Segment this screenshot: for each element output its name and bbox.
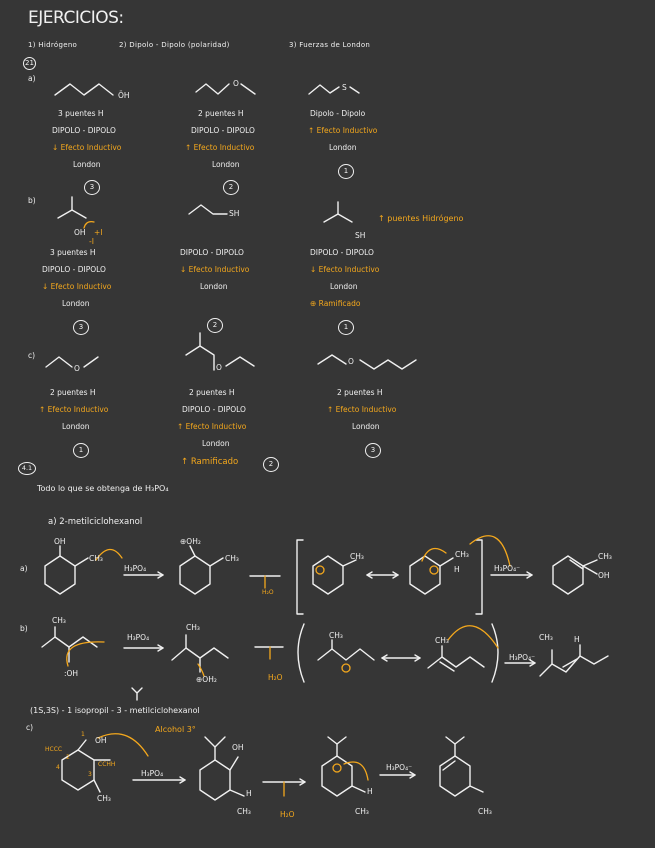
text-line: London [330, 282, 358, 291]
text-line: ↑ Efecto Inductivo [308, 126, 378, 135]
group-label: OH [232, 743, 244, 752]
carbocation-a1 [313, 556, 343, 594]
text-line: DIPOLO - DIPOLO [191, 126, 255, 135]
part-c-label: c) [28, 351, 36, 360]
tertiary-alcohol-note: Alcohol 3° [155, 725, 196, 734]
text-line: 2 puentes H [337, 388, 383, 397]
text-line: DIPOLO - DIPOLO [42, 265, 106, 274]
atom-label: O [216, 363, 222, 372]
water-label: H₂O [262, 589, 274, 596]
atom-label: O [233, 79, 239, 88]
text-line: ↑ Ramificado [181, 457, 239, 467]
atom-label: ÖH [118, 91, 130, 100]
ether-chain-left [196, 84, 229, 94]
group-label: CH₃ [539, 633, 553, 642]
ether-c2-iso [186, 333, 200, 355]
atom-label: OH [74, 228, 86, 237]
group-label: OH [95, 736, 107, 745]
group-label: CH₃ [97, 794, 111, 803]
text-line: 2 puentes H [198, 109, 244, 118]
text-line: London [62, 422, 90, 431]
group-label: CH₃ [186, 623, 200, 632]
exercise-41-badge: 4.1 [18, 462, 36, 475]
rank-badge: 3 [365, 443, 381, 458]
thioether-chain-left [309, 85, 339, 94]
water-label: H₂O [280, 810, 295, 819]
text-line: 3 puentes H [58, 109, 104, 118]
hydrogen-bond-note: ↑ puentes Hidrógeno [378, 214, 464, 223]
group-label: ⊕OH₂ [180, 537, 201, 546]
inductive-note: +I [94, 228, 103, 237]
cyclohexene-c [440, 756, 470, 796]
water-label: H₂O [268, 673, 283, 682]
group-label: ⊕OH₂ [196, 675, 217, 684]
text-line: London [202, 439, 230, 448]
group-label: CH₃ [355, 807, 369, 816]
text-line: DIPOLO - DIPOLO [182, 405, 246, 414]
cyclohexane-a2 [180, 556, 210, 594]
arrow-a3 [470, 536, 510, 566]
carbon-label: HCCC [45, 746, 63, 753]
page-title: EJERCICIOS: [28, 8, 124, 28]
exercise-41-a-heading: a) 2-metilciclohexanol [48, 517, 143, 527]
text-line: London [200, 282, 228, 291]
atom-label: SH [355, 231, 366, 240]
group-label: CH₃ [598, 552, 612, 561]
priority-number: 3 [88, 771, 92, 778]
ether-c1-left [46, 357, 72, 367]
text-line: ↓ Efecto Inductivo [42, 282, 112, 291]
group-label: H [454, 565, 460, 574]
group-label: H [246, 789, 252, 798]
priority-number: 1 [81, 731, 85, 738]
text-line: Dipolo - Dipolo [310, 109, 366, 118]
thioether-chain-right [350, 87, 359, 93]
text-line: ↓ Efecto Inductivo [310, 265, 380, 274]
group-label: CH₃ [455, 550, 469, 559]
text-line: 2 puentes H [50, 388, 96, 397]
reagent-label: H₃PO₄ [127, 633, 150, 642]
carbon-label: CCHH [98, 761, 116, 768]
ether-c3-right [360, 360, 416, 369]
text-line: 3 puentes H [50, 248, 96, 257]
atom-label: O [348, 357, 354, 366]
group-label: CH₃ [89, 554, 103, 563]
rank-badge: 1 [338, 320, 354, 335]
isopropylthiol-left [324, 202, 338, 222]
rank-badge: 3 [84, 180, 100, 195]
group-label: OH [54, 537, 66, 546]
group-label: H [367, 787, 373, 796]
carbocation-b2 [428, 657, 484, 668]
ether-c2-right [226, 357, 254, 366]
header-item-dipole: 2) Dipolo - Dipolo (polaridad) [119, 41, 230, 49]
text-line: ↑ Efecto Inductivo [185, 143, 255, 152]
text-line: ⊕ Ramificado [310, 299, 361, 308]
text-line: London [73, 160, 101, 169]
pentanol-chain [55, 84, 113, 95]
part-b-label: b) [20, 624, 28, 633]
isopropanol-right [72, 210, 86, 218]
text-line: ↓ Efecto Inductivo [52, 143, 122, 152]
exercise-41-c-heading: (1S,3S) - 1 isopropil - 3 - metilciclohexanol [30, 706, 200, 715]
reagent-label: H₃PO₄ [141, 769, 164, 778]
group-label: H [574, 635, 580, 644]
text-line: ↓ Efecto Inductivo [180, 265, 250, 274]
text-line: ↑ Efecto Inductivo [39, 405, 109, 414]
group-label: CH₃ [478, 807, 492, 816]
atom-label: SH [229, 209, 240, 218]
rank-badge: 2 [223, 180, 239, 195]
group-label: CH₃ [329, 631, 343, 640]
rank-badge: 2 [207, 318, 223, 333]
atom-label: S [342, 83, 347, 92]
group-label: CH₃ [435, 636, 449, 645]
text-line: DIPOLO - DIPOLO [180, 248, 244, 257]
text-line: ↑ Efecto Inductivo [327, 405, 397, 414]
exercise-21-badge: 21 [23, 57, 36, 70]
arrow-c2 [344, 762, 368, 780]
arrow-a2 [422, 549, 446, 562]
alkene-b [540, 656, 608, 676]
y-mark [132, 688, 142, 700]
group-label: CH₃ [237, 807, 251, 816]
reagent-label: H₃PO₄⁻ [494, 564, 521, 573]
ether-c1-right [84, 357, 98, 367]
propanethiol-chain [189, 205, 227, 214]
group-label: CH₃ [52, 616, 66, 625]
carbocation-c1 [322, 756, 352, 796]
text-line: ↑ Efecto Inductivo [177, 422, 247, 431]
text-line: London [329, 143, 357, 152]
text-line: London [62, 299, 90, 308]
ether-c2-mid [200, 346, 214, 370]
rank-badge: 1 [73, 443, 89, 458]
header-item-hydrogen: 1) Hidrógeno [28, 41, 78, 49]
reagent-label: H₃PO₄⁻ [386, 763, 413, 772]
priority-number: 2 [66, 754, 70, 761]
group-label: CH₃ [350, 552, 364, 561]
text-line: DIPOLO - DIPOLO [52, 126, 116, 135]
ether-chain-right [241, 84, 255, 94]
ether-c3-left [318, 355, 346, 364]
group-label: CH₃ [225, 554, 239, 563]
priority-number: 4 [56, 764, 60, 771]
part-a-label: a) [20, 564, 28, 573]
isopropylthiol-right [338, 214, 352, 222]
cyclohexene-a [553, 556, 583, 594]
part-a-label: a) [28, 74, 36, 83]
rank-badge: 2 [263, 457, 279, 472]
rank-badge: 3 [73, 320, 89, 335]
cyclohexane-a1 [45, 556, 75, 594]
header-item-london: 3) Fuerzas de London [289, 41, 371, 49]
group-label: :OH [64, 669, 79, 678]
group-label: OH [598, 571, 610, 580]
text-line: London [212, 160, 240, 169]
text-line: 2 puentes H [189, 388, 235, 397]
part-c-label: c) [26, 723, 34, 732]
text-line: London [352, 422, 380, 431]
carbocation-a2 [410, 556, 440, 594]
part-b-label: b) [28, 196, 36, 205]
isopropanol-left [58, 197, 72, 218]
inductive-note: -I [89, 237, 94, 246]
cyclohexane-c2 [200, 760, 230, 800]
text-line: DIPOLO - DIPOLO [310, 248, 374, 257]
exercise-41-intro: Todo lo que se obtenga de H₃PO₄ [37, 484, 169, 493]
arrow-b3 [448, 626, 498, 648]
arrow-b1 [67, 642, 104, 666]
reagent-label: H₃PO₄⁻ [509, 653, 536, 662]
rank-badge: 1 [338, 164, 354, 179]
carbocation-b1 [318, 649, 374, 660]
reagent-label: H₃PO₄ [124, 564, 147, 573]
atom-label: O [74, 364, 80, 373]
